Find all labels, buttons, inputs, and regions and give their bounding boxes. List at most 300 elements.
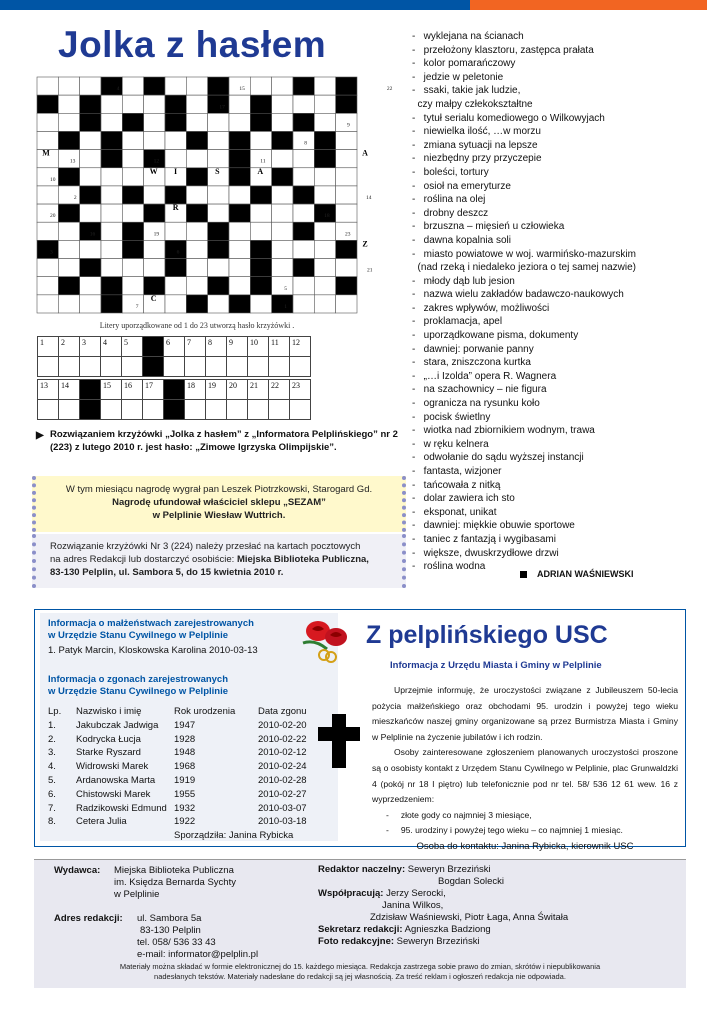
grid-number: 21	[367, 267, 373, 274]
answer-cell: 3	[80, 337, 101, 357]
grid-number: 7	[135, 304, 139, 310]
grid-cell-black	[293, 259, 314, 277]
grid-cell-black	[208, 95, 229, 113]
grid-cell	[293, 95, 314, 113]
grid-cell	[272, 222, 293, 240]
grid-cell	[101, 222, 122, 240]
grid-cell	[58, 259, 79, 277]
address-details: ul. Sambora 5a 83-130 Pelplin tel. 058/ 536 33 43 e-mail: informator@pelplin.pl	[137, 913, 259, 960]
grid-cell-black	[336, 240, 357, 258]
grid-cell	[80, 77, 101, 95]
clue-item: - taniec z fantazją i wygibasami	[412, 533, 556, 545]
grid-number: 12	[153, 158, 160, 165]
grid-cell	[272, 277, 293, 295]
grid-cell-black	[58, 131, 79, 149]
grid-cell	[250, 131, 271, 149]
grid-number: 19	[153, 231, 160, 238]
answer-cell: 5	[122, 337, 143, 357]
grid-cell	[101, 95, 122, 113]
crossword-grid	[37, 77, 393, 313]
answer-cell: 19	[206, 380, 227, 400]
grid-cell	[58, 295, 79, 313]
grid-cell	[314, 295, 335, 313]
cross-icon	[318, 714, 360, 768]
clue-item: - na szachownicy – nie figura	[412, 384, 547, 396]
prize-sponsor: Nagrodę ufundował właściciel sklepu „SEZAM”	[112, 497, 326, 508]
grid-cell	[186, 240, 207, 258]
grid-cell	[186, 277, 207, 295]
grid-letter: W	[149, 166, 158, 176]
clue-item: - proklamacja, apel	[412, 316, 503, 328]
grid-cell	[122, 259, 143, 277]
usc-contact: Osoba do kontaktu: Janina Rybicka, kierownik USC	[416, 840, 634, 852]
grid-cell	[272, 95, 293, 113]
grid-cell	[58, 240, 79, 258]
clue-item: - jedzie w peletonie	[412, 71, 504, 83]
grid-cell-black	[186, 295, 207, 313]
grid-cell-black	[165, 95, 186, 113]
clue-item: - uporządkowane pisma, dokumenty	[412, 330, 579, 342]
grid-cell	[37, 77, 58, 95]
clue-item: - drobny deszcz	[412, 207, 489, 219]
grid-cell	[165, 131, 186, 149]
grid-cell-black	[272, 131, 293, 149]
grid-cell	[229, 277, 250, 295]
grid-cell-black	[250, 259, 271, 277]
clue-item: - przełożony klasztoru, zastępca prałata	[412, 44, 594, 56]
grid-cell	[122, 204, 143, 222]
grid-cell-black	[165, 186, 186, 204]
prize-sponsor-name: w Pelplinie Wiesław Wuttrich.	[152, 510, 286, 521]
grid-cell	[122, 150, 143, 168]
clue-item: - młody dąb lub jesion	[412, 275, 515, 287]
grid-cell-black	[80, 113, 101, 131]
grid-cell	[293, 168, 314, 186]
grid-cell	[272, 204, 293, 222]
answer-cell: 7	[185, 337, 206, 357]
grid-cell-black	[293, 113, 314, 131]
top-bar-blue	[0, 0, 470, 10]
usc-bullet-2: - 95. urodziny i powyżej tego wieku – co najmniej 1 miesiąc.	[386, 825, 623, 836]
grid-cell	[250, 204, 271, 222]
marriage-entry: 1. Patyk Marcin, Kloskowska Karolina 2010-03-13	[48, 645, 258, 656]
grid-cell-black	[101, 295, 122, 313]
answer-cell: 8	[206, 337, 227, 357]
publisher-label: Wydawca:	[54, 865, 101, 876]
grid-cell	[80, 168, 101, 186]
clue-item: - tańcowała z nitką	[412, 479, 501, 491]
clue-item: - pocisk świetlny	[412, 411, 491, 423]
clue-item: - dawniej: miękkie obuwie sportowe	[412, 520, 575, 532]
answer-cell: 6	[164, 337, 185, 357]
grid-cell	[336, 186, 357, 204]
grid-letter: A	[257, 166, 264, 176]
grid-cell	[37, 222, 58, 240]
usc-paragraph-2: Osoby zainteresowane zgłoszeniem planowanych uroczystości proszone są o osobisty kontakt z Urzędem Stanu Cywilnego w Pelplinie, plac Grunwaldzki 4 (pokój nr 18 I piętro) lub telefonicznie pod nr tel. 58/ 536 12 61 wew. 16 z wyprzedzeniem:	[372, 747, 678, 805]
answer-cell: 22	[269, 380, 290, 400]
grid-cell-black	[144, 77, 165, 95]
grid-number: 17	[219, 104, 225, 111]
answer-cell-blank	[143, 337, 164, 357]
grid-number: 4	[116, 86, 120, 93]
grid-cell-black	[293, 77, 314, 95]
grid-cell-black	[250, 113, 271, 131]
clue-item: - niewielka ilość, …w morzu	[412, 126, 541, 138]
grid-cell	[272, 259, 293, 277]
grid-cell-black	[229, 150, 250, 168]
answer-cell: 13	[38, 380, 59, 400]
grid-cell	[37, 186, 58, 204]
grid-cell-black	[186, 131, 207, 149]
grid-cell	[250, 222, 271, 240]
grid-number: 22	[386, 86, 393, 93]
grid-cell-black	[58, 204, 79, 222]
submission-address: 83-130 Pelplin, ul. Sambora 5, do 15 kwietnia 2010 r.	[50, 567, 284, 578]
answer-cell: 14	[59, 380, 80, 400]
grid-number: 18	[324, 213, 330, 220]
top-color-bar	[0, 0, 707, 10]
clue-item: - dawna kopalnia soli	[412, 234, 511, 246]
grid-cell	[336, 295, 357, 313]
grid-cell	[80, 240, 101, 258]
crossword-title: Jolka z hasłem	[58, 24, 327, 65]
grid-cell	[314, 95, 335, 113]
grid-cell	[122, 77, 143, 95]
grid-cell-black	[229, 295, 250, 313]
grid-cell	[208, 295, 229, 313]
answer-row-2	[37, 379, 311, 420]
grid-cell-black	[314, 131, 335, 149]
grid-cell	[229, 222, 250, 240]
grid-cell-black	[229, 204, 250, 222]
editor-in-chief: Redaktor naczelny: Seweryn Brzeziński Bogdan Solecki Współpracują: Jerzy Serocki, Janina Wilkos, Zdzisław Waśniewski, Piotr Łaga, Anna Świtała Sekretarz redakcji: Agnieszka Badziong Foto redakcyjne: Seweryn Brzeziński	[318, 864, 569, 947]
grid-cell	[336, 168, 357, 186]
grid-letter: R	[172, 203, 179, 213]
grid-cell	[229, 259, 250, 277]
grid-cell-black	[37, 240, 58, 258]
usc-subtitle: Informacja z Urzędu Miasta i Gminy w Pelplinie	[390, 660, 602, 671]
grid-cell-black	[208, 77, 229, 95]
answer-cell: 4	[101, 337, 122, 357]
submission-line-1: Rozwiązanie krzyżówki Nr 3 (224) należy przesłać na kartach pocztowych	[50, 541, 361, 552]
grid-cell	[101, 240, 122, 258]
grid-cell	[122, 95, 143, 113]
answer-cell: 23	[290, 380, 311, 400]
usc-bullet-1: - złote gody co najmniej 3 miesiące,	[386, 809, 532, 820]
usc-paragraph-1: Uprzejmie informuję, że uroczystości związane z Jubileuszem 50-lecia pożycia małżeńskiego oraz obchodami 95. urodzin i powyżej tego wieku mieszkańców naszej gminy organizowane są przez Burmistrza Miasta i Gminy w Pelplinie na życzenie jubilatów i ich rodzin.	[372, 685, 678, 742]
answer-cell: 9	[227, 337, 248, 357]
grid-cell	[314, 168, 335, 186]
grid-number: 8	[304, 140, 307, 147]
grid-cell	[186, 77, 207, 95]
grid-cell	[122, 131, 143, 149]
grid-cell-black	[336, 277, 357, 295]
grid-cell	[336, 259, 357, 277]
clue-item: - boleści, tortury	[412, 166, 489, 178]
grid-cell	[272, 150, 293, 168]
crossword-caption: Litery uporządkowane od 1 do 23 utworzą hasło krzyżówki .	[99, 321, 295, 330]
answer-cell: 16	[122, 380, 143, 400]
clue-item: - większe, dwuskrzydłowe drzwi	[412, 547, 559, 559]
clue-item: - zakres wpływów, możliwości	[412, 302, 550, 314]
grid-cell	[58, 77, 79, 95]
grid-cell-black	[336, 77, 357, 95]
grid-cell-black	[250, 186, 271, 204]
grid-cell	[122, 168, 143, 186]
grid-cell	[208, 131, 229, 149]
submission-box	[32, 534, 406, 588]
grid-number: 10	[50, 176, 56, 183]
square-bullet-icon	[520, 571, 527, 578]
grid-cell	[186, 95, 207, 113]
prize-winner: W tym miesiącu nagrodę wygrał pan Leszek Piotrzkowski, Starogard Gd.	[65, 484, 373, 495]
grid-cell	[165, 277, 186, 295]
grid-cell	[314, 277, 335, 295]
answer-cell: 18	[185, 380, 206, 400]
grid-cell	[229, 95, 250, 113]
clue-list	[412, 30, 702, 574]
grid-cell	[186, 150, 207, 168]
answer-cell: 10	[248, 337, 269, 357]
grid-cell-black	[208, 222, 229, 240]
grid-cell-black	[165, 259, 186, 277]
author-name: ADRIAN WAŚNIEWSKI	[537, 569, 634, 579]
grid-cell	[165, 222, 186, 240]
clue-item: - wiotka nad zbiornikiem wodnym, trawa	[412, 425, 595, 437]
grid-number: 9	[347, 122, 350, 129]
grid-cell	[80, 277, 101, 295]
grid-cell	[293, 277, 314, 295]
submission-line-2: na adres Redakcji lub dostarczyć osobiście:	[50, 554, 237, 565]
top-bar-orange	[470, 0, 707, 10]
grid-cell	[336, 204, 357, 222]
grid-cell	[314, 77, 335, 95]
grid-cell-black	[101, 131, 122, 149]
grid-cell	[80, 295, 101, 313]
grid-cell	[314, 222, 335, 240]
grid-cell	[272, 186, 293, 204]
grid-cell-black	[144, 204, 165, 222]
grid-cell-black	[122, 240, 143, 258]
grid-number: 14	[366, 195, 372, 201]
grid-cell	[80, 150, 101, 168]
deaths-title: Informacja o zgonach zarejestrowanych w Urzędzie Stanu Cywilnego w Pelplinie	[48, 674, 229, 697]
grid-cell	[80, 131, 101, 149]
grid-cell-black	[208, 240, 229, 258]
clue-item: - eksponat, unikat	[412, 506, 497, 518]
clue-item: (nad rzeką i niedaleko jeziora o tej samej nazwie)	[412, 262, 636, 274]
grid-cell	[144, 113, 165, 131]
grid-cell	[208, 113, 229, 131]
grid-letter: A	[362, 148, 368, 158]
grid-cell	[186, 259, 207, 277]
grid-cell-black	[229, 131, 250, 149]
grid-letter: Z	[362, 239, 368, 249]
clue-item: - odwołanie do sądu wyższej instancji	[412, 452, 584, 464]
disclaimer: Materiały można składać w formie elektronicznej do 15. każdego miesiąca. Redakcja zastrzega sobie prawo do zmian, skrótów i niepublikowania nadesłanych tekstów. Materiały nadesłane do redakcji są jej własnością. Za treść reklam i ogłoszeń redakcja nie odpowiada.	[119, 962, 601, 981]
solution-text: Rozwiązaniem krzyżówki „Jolka z hasłem” z „Informatora Pelplińskiego” nr 2 (223) z lutego 2010 r. jest hasło: „Zimowe Igrzyska Olimpijskie”.	[50, 429, 398, 453]
grid-cell	[250, 77, 271, 95]
publisher-name: Miejska Biblioteka Publiczna im. Księdza Bernarda Sychty w Pelplinie	[114, 865, 236, 900]
grid-cell	[37, 259, 58, 277]
clue-item: - ssaki, takie jak ludzie,	[412, 85, 521, 97]
grid-cell	[250, 295, 271, 313]
grid-cell	[293, 150, 314, 168]
clue-item: - stara, zniszczona kurtka	[412, 357, 531, 369]
grid-cell	[101, 113, 122, 131]
grid-cell	[101, 204, 122, 222]
grid-cell	[229, 186, 250, 204]
grid-cell-black	[293, 186, 314, 204]
grid-cell-black	[165, 113, 186, 131]
answer-cell-blank	[164, 380, 185, 400]
grid-cell	[144, 259, 165, 277]
grid-cell	[165, 77, 186, 95]
grid-cell	[122, 295, 143, 313]
marriages-title: Informacja o małżeństwach zarejestrowanych w Urzędzie Stanu Cywilnego w Pelplinie	[48, 618, 254, 641]
grid-number: 13	[69, 158, 76, 165]
grid-cell	[80, 204, 101, 222]
grid-cell	[293, 295, 314, 313]
grid-letter: O	[193, 166, 200, 176]
grid-cell-black	[336, 95, 357, 113]
grid-cell-black	[250, 277, 271, 295]
usc-announcement	[372, 683, 678, 855]
grid-cell-black	[122, 222, 143, 240]
grid-cell	[186, 186, 207, 204]
grid-cell-black	[122, 113, 143, 131]
answer-cell: 15	[101, 380, 122, 400]
grid-cell-black	[272, 295, 293, 313]
grid-cell-black	[314, 150, 335, 168]
grid-cell	[58, 113, 79, 131]
grid-cell-black	[80, 186, 101, 204]
grid-number: 20	[50, 213, 56, 220]
grid-cell	[37, 131, 58, 149]
grid-cell-black	[58, 168, 79, 186]
grid-cell	[37, 295, 58, 313]
clue-item: - w ręku kelnera	[412, 438, 489, 450]
grid-cell-black	[122, 186, 143, 204]
clue-item: - dawniej: porwanie panny	[412, 343, 534, 355]
grid-cell	[208, 186, 229, 204]
grid-number: 1	[284, 304, 287, 310]
grid-cell	[229, 240, 250, 258]
grid-cell-black	[58, 277, 79, 295]
answer-cell: 11	[269, 337, 290, 357]
grid-cell	[144, 186, 165, 204]
grid-cell	[165, 150, 186, 168]
answer-cell: 21	[248, 380, 269, 400]
grid-cell	[58, 222, 79, 240]
answer-cell: 17	[143, 380, 164, 400]
grid-number: 16	[89, 231, 96, 238]
grid-cell	[208, 150, 229, 168]
grid-cell	[336, 150, 357, 168]
grid-cell	[144, 131, 165, 149]
grid-cell-black	[80, 95, 101, 113]
clue-item: - brzuszna – mięsień u człowieka	[412, 221, 565, 233]
submission-library: Miejska Biblioteka Publiczna,	[236, 554, 369, 565]
answer-cell-blank	[80, 380, 101, 400]
answer-cell: 12	[290, 337, 311, 357]
grid-cell	[272, 77, 293, 95]
grid-cell-black	[272, 168, 293, 186]
usc-heading: Z pelplińskiego USC	[366, 621, 608, 649]
grid-cell-black	[101, 277, 122, 295]
grid-cell-black	[144, 277, 165, 295]
grid-cell	[293, 240, 314, 258]
grid-letter: M	[42, 148, 50, 158]
grid-cell	[229, 113, 250, 131]
clue-item: - osioł na emeryturze	[412, 180, 511, 192]
grid-number: 5	[284, 285, 287, 292]
clue-item: - zmiana sytuacji na lepsze	[412, 139, 538, 151]
clue-item: - roślina wodna	[412, 561, 486, 573]
grid-cell	[314, 186, 335, 204]
grid-cell-black	[250, 240, 271, 258]
grid-cell	[37, 113, 58, 131]
triangle-bullet-icon: ▶	[36, 430, 44, 441]
grid-cell	[272, 240, 293, 258]
clue-item: - tytuł serialu komediowego o Wilkowyjach	[412, 112, 605, 124]
clue-item: - miasto powiatowe w woj. warmińsko-mazurskim	[412, 248, 636, 260]
grid-cell	[101, 168, 122, 186]
roses-rings-icon	[298, 617, 362, 665]
grid-cell	[122, 277, 143, 295]
grid-letter: E	[214, 275, 221, 285]
answer-cell: 20	[227, 380, 248, 400]
grid-cell	[186, 113, 207, 131]
grid-letter: N	[236, 166, 243, 176]
grid-cell	[165, 295, 186, 313]
grid-cell	[186, 222, 207, 240]
grid-cell	[208, 204, 229, 222]
grid-cell	[336, 131, 357, 149]
grid-number: 11	[260, 158, 266, 165]
grid-cell	[208, 259, 229, 277]
clue-item: czy małpy człekokształtne	[412, 98, 533, 110]
author-signature	[520, 569, 634, 579]
grid-cell	[144, 95, 165, 113]
grid-cell	[101, 186, 122, 204]
grid-cell	[314, 113, 335, 131]
grid-letter: I	[174, 166, 178, 176]
grid-cell-black	[250, 95, 271, 113]
grid-cell-black	[37, 95, 58, 113]
grid-letter: S	[215, 166, 220, 176]
answer-row-1	[37, 336, 311, 377]
clue-item: - niezbędny przy przyczepie	[412, 153, 542, 165]
address-label: Adres redakcji:	[54, 913, 123, 924]
grid-cell-black	[293, 222, 314, 240]
clue-item: - wyklejana na ścianach	[412, 31, 524, 42]
grid-cell	[58, 95, 79, 113]
clue-item: - kolor pomarańczowy	[412, 58, 516, 70]
grid-cell-black	[80, 259, 101, 277]
clue-item: - roślina na olej	[412, 194, 486, 206]
grid-letter: C	[150, 293, 157, 303]
clue-item: - dolar zawiera ich sto	[412, 493, 515, 505]
answer-cell: 1	[38, 337, 59, 357]
grid-cell	[37, 277, 58, 295]
clue-item: - ogranicza na rysunku koło	[412, 398, 540, 410]
grid-cell	[314, 259, 335, 277]
grid-cell	[314, 240, 335, 258]
clue-item: - nazwa wielu zakładów badawczo-naukowych	[412, 289, 624, 301]
clue-item: - „…i Izolda” opera R. Wagnera	[412, 370, 557, 382]
grid-number: 23	[345, 231, 351, 238]
